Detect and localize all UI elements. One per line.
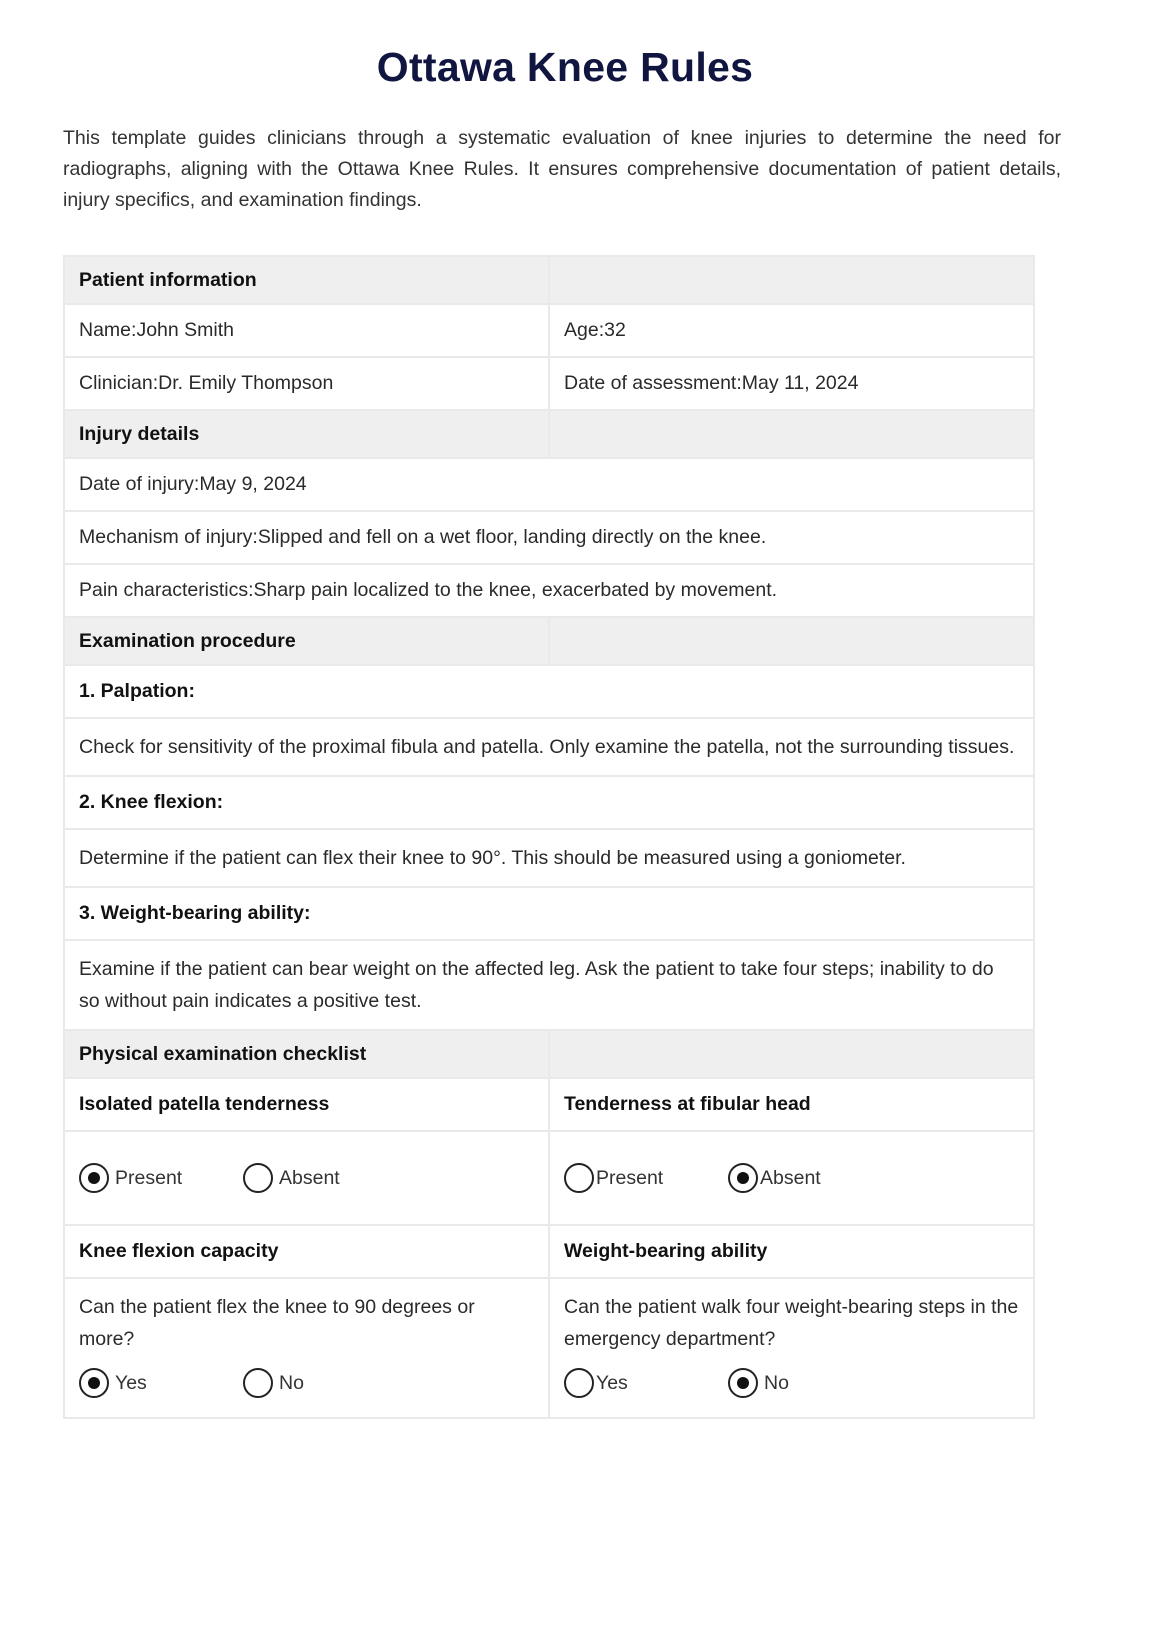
- date-of-assessment-value: May 11, 2024: [741, 372, 859, 394]
- page-title: Ottawa Knee Rules: [376, 44, 754, 90]
- step-title-row: [64, 887, 1034, 940]
- patella-present-radio[interactable]: Present: [79, 1163, 243, 1193]
- clinician-value: Dr. Emily Thompson: [158, 372, 334, 394]
- radio-circle-icon[interactable]: [79, 1163, 109, 1193]
- checklist-question-row: [64, 1278, 1034, 1418]
- section-title: Examination procedure: [64, 617, 549, 665]
- table-row: [64, 357, 1034, 410]
- radio-circle-icon[interactable]: [79, 1368, 109, 1398]
- radio-circle-icon[interactable]: [728, 1163, 758, 1193]
- radio-circle-icon[interactable]: [564, 1163, 594, 1193]
- step-text-knee-flexion: Determine if the patient can flex their knee to 90°. This should be measured using a goniometer.: [64, 829, 1034, 887]
- patella-absent-radio[interactable]: Absent: [243, 1163, 340, 1193]
- field-label: Age:: [564, 319, 605, 341]
- fibular-absent-radio[interactable]: Absent: [728, 1163, 821, 1193]
- section-header-checklist: [64, 1030, 1034, 1078]
- fibular-present-radio[interactable]: Present: [564, 1163, 728, 1193]
- step-text-weight-bearing: Examine if the patient can bear weight on the affected leg. Ask the patient to take four steps; inability to do so without pain indicates a positive test.: [64, 940, 1034, 1030]
- age-field: [549, 304, 1034, 357]
- field-label: Date of assessment:: [564, 372, 742, 394]
- knee-flexion-no-radio[interactable]: No: [243, 1367, 304, 1399]
- section-header-patient-information: [64, 256, 1034, 304]
- section-title: Injury details: [64, 410, 549, 458]
- section-header-injury-details: [64, 410, 1034, 458]
- mechanism-field: [64, 511, 1034, 564]
- date-of-injury-field: [64, 458, 1034, 511]
- step-text-row: [64, 829, 1034, 887]
- pain-characteristics-field: [64, 564, 1034, 617]
- weight-bearing-radio-group: [564, 1367, 1019, 1399]
- pain-characteristics-value: Sharp pain localized to the knee, exacerbated by movement.: [253, 579, 778, 601]
- step-title-row: [64, 776, 1034, 829]
- weight-bearing-yes-radio[interactable]: Yes: [564, 1367, 728, 1399]
- age-value: 32: [604, 319, 626, 341]
- field-label: Date of injury:: [79, 473, 200, 495]
- weight-bearing-question: Can the patient walk four weight-bearing steps in the emergency department?: [564, 1296, 1019, 1350]
- step-title-weight-bearing: 3. Weight-bearing ability:: [64, 887, 1034, 940]
- table-row: [64, 564, 1034, 617]
- checklist-title-patella-tenderness: Isolated patella tenderness: [64, 1078, 549, 1131]
- knee-flexion-yes-radio[interactable]: Yes: [79, 1367, 243, 1399]
- checklist-title-row: [64, 1078, 1034, 1131]
- date-of-assessment-field: [549, 357, 1034, 410]
- checklist-title-row: [64, 1225, 1034, 1278]
- section-title: Physical examination checklist: [64, 1030, 549, 1078]
- radio-circle-icon[interactable]: [728, 1368, 758, 1398]
- step-text-row: [64, 718, 1034, 776]
- clinician-field: [64, 357, 549, 410]
- step-text-row: [64, 940, 1034, 1030]
- field-label: Pain characteristics:: [79, 579, 254, 601]
- checklist-radio-row: [64, 1131, 1034, 1225]
- checklist-title-knee-flexion: Knee flexion capacity: [64, 1225, 549, 1278]
- field-label: Clinician:: [79, 372, 159, 394]
- checklist-title-fibular-head: Tenderness at fibular head: [549, 1078, 1034, 1131]
- knee-flexion-radio-group: [79, 1367, 534, 1399]
- section-header-examination-procedure: [64, 617, 1034, 665]
- radio-circle-icon[interactable]: [243, 1163, 273, 1193]
- intro-paragraph: This template guides clinicians through a systematic evaluation of knee injuries to determine the need for radiographs, aligning with the Ottawa Knee Rules. It ensures comprehensive documentation of patient details, injury specifics, and examination findings.: [63, 127, 1061, 211]
- patient-name-value: John Smith: [136, 319, 234, 341]
- step-title-knee-flexion: 2. Knee flexion:: [64, 776, 1034, 829]
- step-title-palpation: 1. Palpation:: [64, 665, 1034, 718]
- table-row: [64, 511, 1034, 564]
- assessment-table: [63, 255, 1035, 1419]
- radio-circle-icon[interactable]: [564, 1368, 594, 1398]
- checklist-title-weight-bearing: Weight-bearing ability: [549, 1225, 1034, 1278]
- weight-bearing-no-radio[interactable]: No: [728, 1367, 789, 1399]
- name-field: [64, 304, 549, 357]
- step-text-palpation: Check for sensitivity of the proximal fibula and patella. Only examine the patella, not the surrounding tissues.: [64, 718, 1034, 776]
- fibular-head-radio-group: [564, 1163, 1019, 1193]
- section-title: Patient information: [64, 256, 549, 304]
- mechanism-value: Slipped and fell on a wet floor, landing directly on the knee.: [257, 526, 767, 548]
- knee-flexion-question: Can the patient flex the knee to 90 degrees or more?: [79, 1296, 475, 1350]
- field-label: Mechanism of injury:: [79, 526, 258, 548]
- step-title-row: [64, 665, 1034, 718]
- patella-tenderness-radio-group: [79, 1163, 534, 1193]
- date-of-injury-value: May 9, 2024: [199, 473, 307, 495]
- table-row: [64, 304, 1034, 357]
- field-label: Name:: [79, 319, 137, 341]
- table-row: [64, 458, 1034, 511]
- radio-circle-icon[interactable]: [243, 1368, 273, 1398]
